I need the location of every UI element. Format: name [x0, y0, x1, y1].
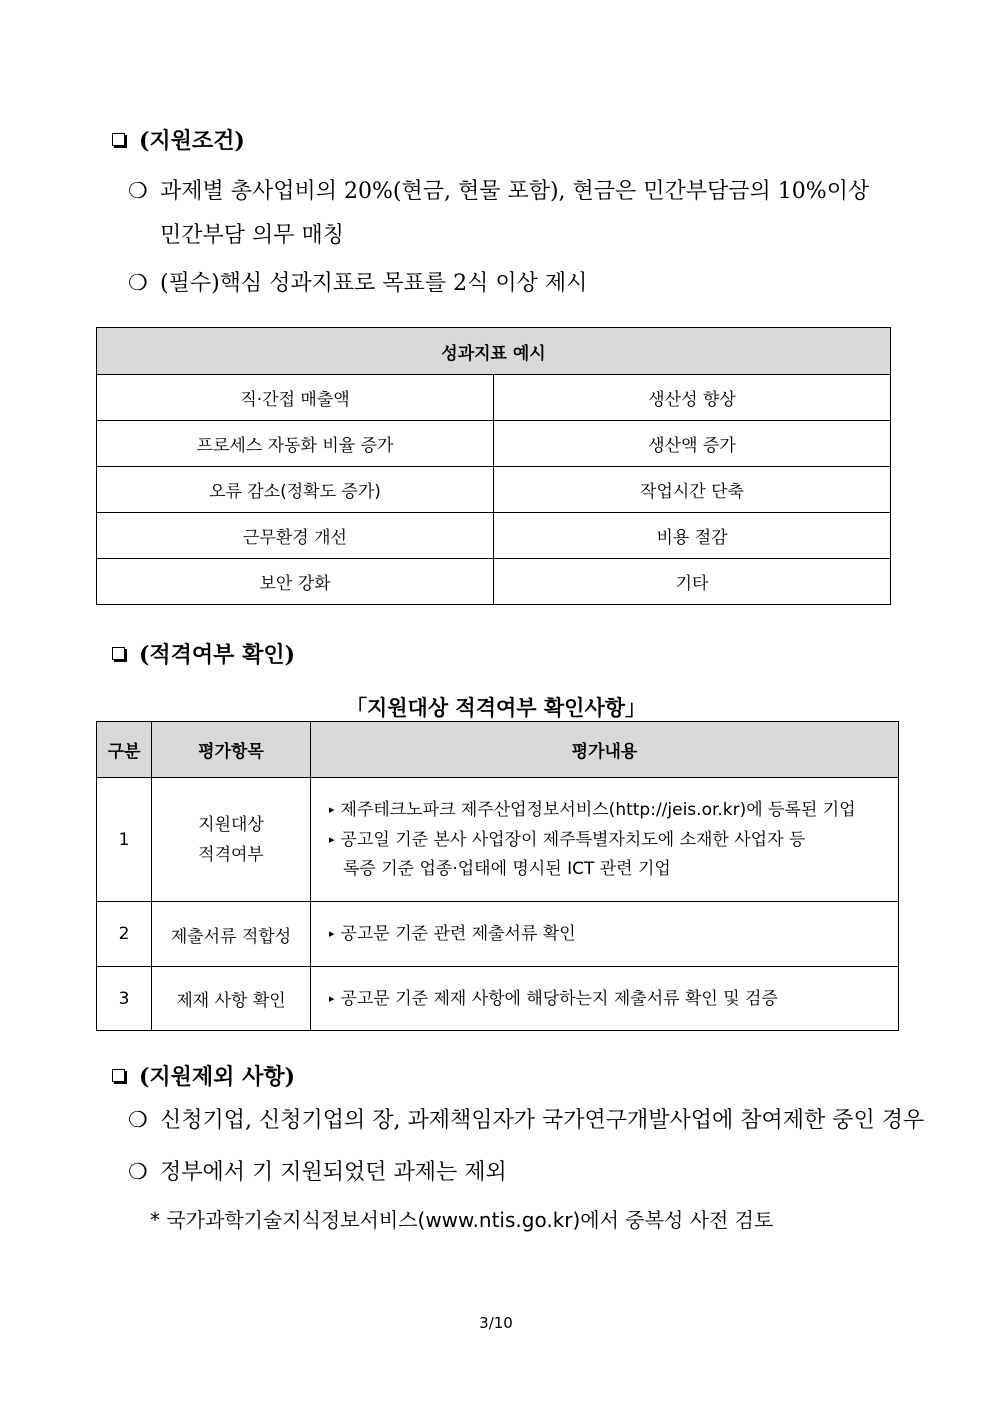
table-row — [97, 375, 891, 421]
table-cell: 근무환경 개선 — [97, 513, 494, 559]
table-row — [97, 778, 899, 902]
table-cell: 프로세스 자동화 비율 증가 — [97, 421, 494, 467]
section-title-text: (지원제외 사항) — [139, 1064, 295, 1090]
eligibility-table-caption: 「지원대상 적격여부 확인사항」 — [345, 696, 647, 720]
table-cell: 보안 강화 — [97, 559, 494, 605]
checkbox-square-icon — [112, 133, 125, 146]
kpi-table-header: 성과지표 예시 — [97, 328, 891, 375]
circle-bullet-icon: ❍ — [128, 179, 148, 204]
circle-bullet-icon: ❍ — [128, 1160, 148, 1185]
section-title-text: (적격여부 확인) — [139, 642, 295, 668]
bullet-item — [128, 264, 587, 304]
table-row — [97, 902, 899, 967]
table-row — [97, 967, 899, 1031]
bullet-text: 과제별 총사업비의 20%(현금, 현물 포함), 현금은 민간부담금의 10%이상 — [160, 179, 870, 204]
content-text: 록증 기준 업종·업태에 명시된 ICT 관련 기업 — [343, 859, 671, 879]
eval-content — [311, 778, 899, 902]
row-number: 3 — [97, 967, 152, 1031]
section-title-eligibility — [112, 638, 295, 669]
row-number: 1 — [97, 778, 152, 902]
table-cell: 작업시간 단축 — [494, 467, 891, 513]
table-cell: 기타 — [494, 559, 891, 605]
section-title-support-conditions — [112, 124, 245, 155]
triangle-bullet-icon: ▸ — [329, 927, 335, 940]
eval-item-line: 지원대상 — [198, 814, 264, 835]
kpi-example-table — [96, 327, 891, 605]
bullet-item — [128, 172, 869, 212]
bullet-item — [128, 1153, 507, 1193]
checkbox-square-icon — [112, 647, 125, 660]
table-cell: 직·간접 매출액 — [97, 375, 494, 421]
table-row — [97, 513, 891, 559]
triangle-bullet-icon: ▸ — [329, 803, 335, 816]
column-header: 평가내용 — [311, 722, 899, 778]
column-header: 구분 — [97, 722, 152, 778]
bullet-continuation: 민간부담 의무 매칭 — [160, 223, 345, 248]
table-cell: 생산성 향상 — [494, 375, 891, 421]
table-row — [97, 467, 891, 513]
table-header-row — [97, 722, 899, 778]
section-title-exclusions — [112, 1060, 295, 1091]
triangle-bullet-icon: ▸ — [329, 991, 335, 1005]
eligibility-table — [96, 721, 899, 1031]
eval-item-line: 적격여부 — [198, 844, 264, 865]
table-cell: 비용 절감 — [494, 513, 891, 559]
circle-bullet-icon: ❍ — [128, 271, 148, 296]
row-number: 2 — [97, 902, 152, 967]
bullet-item — [128, 1101, 924, 1141]
eval-item — [152, 778, 311, 902]
triangle-bullet-icon: ▸ — [329, 833, 335, 846]
bullet-text: 정부에서 기 지원되었던 과제는 제외 — [160, 1160, 507, 1185]
table-cell: 오류 감소(정확도 증가) — [97, 467, 494, 513]
page-number: 3/10 — [479, 1314, 513, 1332]
column-header: 평가항목 — [152, 722, 311, 778]
content-text: 공고문 기준 관련 제출서류 확인 — [340, 924, 576, 944]
table-row — [97, 559, 891, 605]
table-cell: 생산액 증가 — [494, 421, 891, 467]
eval-item: 제재 사항 확인 — [152, 967, 311, 1031]
eval-content — [311, 967, 899, 1031]
bullet-text: 신청기업, 신청기업의 장, 과제책임자가 국가연구개발사업에 참여제한 중인 경우 — [160, 1108, 925, 1133]
table-row — [97, 421, 891, 467]
circle-bullet-icon: ❍ — [128, 1108, 148, 1133]
eval-content — [311, 902, 899, 967]
content-text: 공고일 기준 본사 사업장이 제주특별자치도에 소재한 사업자 등 — [340, 830, 806, 850]
content-text: 제주테크노파크 제주산업정보서비스(http://jeis.or.kr)에 등록된 기업 — [340, 800, 856, 820]
bullet-text: (필수)핵심 성과지표로 목표를 2식 이상 제시 — [160, 271, 588, 296]
checkbox-square-icon — [112, 1069, 125, 1082]
section-title-text: (지원조건) — [139, 128, 245, 154]
content-text: 공고문 기준 제재 사항에 해당하는지 제출서류 확인 및 검증 — [340, 988, 778, 1009]
footnote: * 국가과학기술지식정보서비스(www.ntis.go.kr)에서 중복성 사전 검토 — [150, 1208, 774, 1232]
eval-item: 제출서류 적합성 — [152, 902, 311, 967]
